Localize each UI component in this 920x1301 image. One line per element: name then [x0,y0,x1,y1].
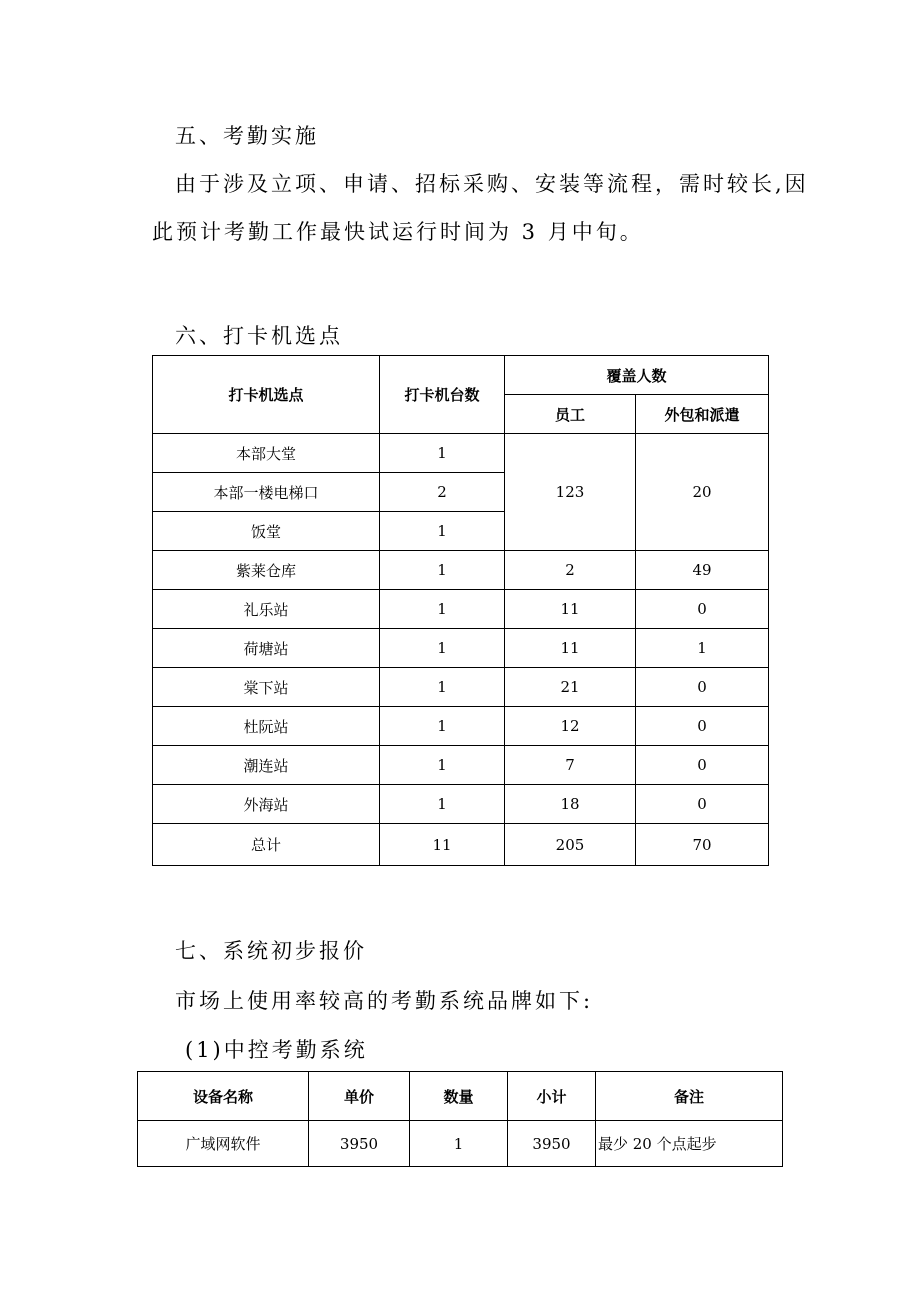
cell-machines: 1 [380,590,505,629]
cell-employees: 12 [505,707,636,746]
table-row [153,707,769,746]
header-subtotal: 小计 [508,1072,596,1121]
header-qty: 数量 [410,1072,508,1121]
header-outsourced: 外包和派遣 [636,395,769,434]
header-coverage: 覆盖人数 [505,356,769,395]
cell-location: 紫莱仓库 [153,551,380,590]
cell-subtotal: 3950 [508,1121,596,1167]
table-row [153,434,769,473]
cell-machines: 1 [380,707,505,746]
table-header-row [153,356,769,395]
table-row [153,785,769,824]
cell-outsourced: 1 [636,629,769,668]
table-row [153,629,769,668]
table-header-row [138,1072,783,1121]
cell-outsourced: 0 [636,668,769,707]
section6-heading: 六、打卡机选点 [175,324,343,348]
header-employees: 员工 [505,395,636,434]
cell-note: 最少 20 个点起步 [596,1121,783,1167]
cell-outsourced: 49 [636,551,769,590]
header-machines: 打卡机台数 [380,356,505,434]
section7-heading: 七、系统初步报价 [175,939,367,963]
cell-machines: 1 [380,551,505,590]
cell-outsourced: 70 [636,824,769,866]
table-row [153,668,769,707]
header-note: 备注 [596,1072,783,1121]
cell-name: 广域网软件 [138,1121,309,1167]
cell-machines: 1 [380,629,505,668]
cell-machines: 1 [380,668,505,707]
cell-outsourced: 0 [636,785,769,824]
cell-machines: 1 [380,512,505,551]
section7-intro: 市场上使用率较高的考勤系统品牌如下: [175,989,594,1013]
section5-heading: 五、考勤实施 [175,124,319,148]
section5-paragraph-line2: 此预计考勤工作最快试运行时间为 3 月中旬。 [152,220,644,244]
cell-machines: 1 [380,746,505,785]
pricing-table [137,1071,783,1167]
cell-location: 饭堂 [153,512,380,551]
cell-location: 总计 [153,824,380,866]
cell-employees: 2 [505,551,636,590]
cell-outsourced-merged: 20 [636,434,769,551]
cell-location: 潮连站 [153,746,380,785]
table-total-row [153,824,769,866]
cell-location: 外海站 [153,785,380,824]
cell-employees: 11 [505,590,636,629]
cell-location: 本部一楼电梯口 [153,473,380,512]
cell-location: 棠下站 [153,668,380,707]
cell-location: 荷塘站 [153,629,380,668]
cell-machines: 2 [380,473,505,512]
cell-location: 礼乐站 [153,590,380,629]
cell-location: 杜阮站 [153,707,380,746]
header-location: 打卡机选点 [153,356,380,434]
header-name: 设备名称 [138,1072,309,1121]
cell-machines: 1 [380,785,505,824]
cell-outsourced: 0 [636,746,769,785]
cell-price: 3950 [309,1121,410,1167]
cell-outsourced: 0 [636,590,769,629]
table-row [153,551,769,590]
cell-outsourced: 0 [636,707,769,746]
cell-location: 本部大堂 [153,434,380,473]
cell-qty: 1 [410,1121,508,1167]
cell-machines: 11 [380,824,505,866]
table-row [153,746,769,785]
cell-employees-merged: 123 [505,434,636,551]
section5-paragraph-line1: 由于涉及立项、申请、招标采购、安装等流程，需时较长,因 [175,172,809,196]
punch-locations-table [152,355,769,866]
section7-subheading: (1)中控考勤系统 [185,1038,368,1062]
table-row [153,590,769,629]
header-price: 单价 [309,1072,410,1121]
cell-employees: 7 [505,746,636,785]
cell-employees: 205 [505,824,636,866]
cell-employees: 21 [505,668,636,707]
cell-machines: 1 [380,434,505,473]
cell-employees: 18 [505,785,636,824]
table-row [138,1121,783,1167]
cell-employees: 11 [505,629,636,668]
